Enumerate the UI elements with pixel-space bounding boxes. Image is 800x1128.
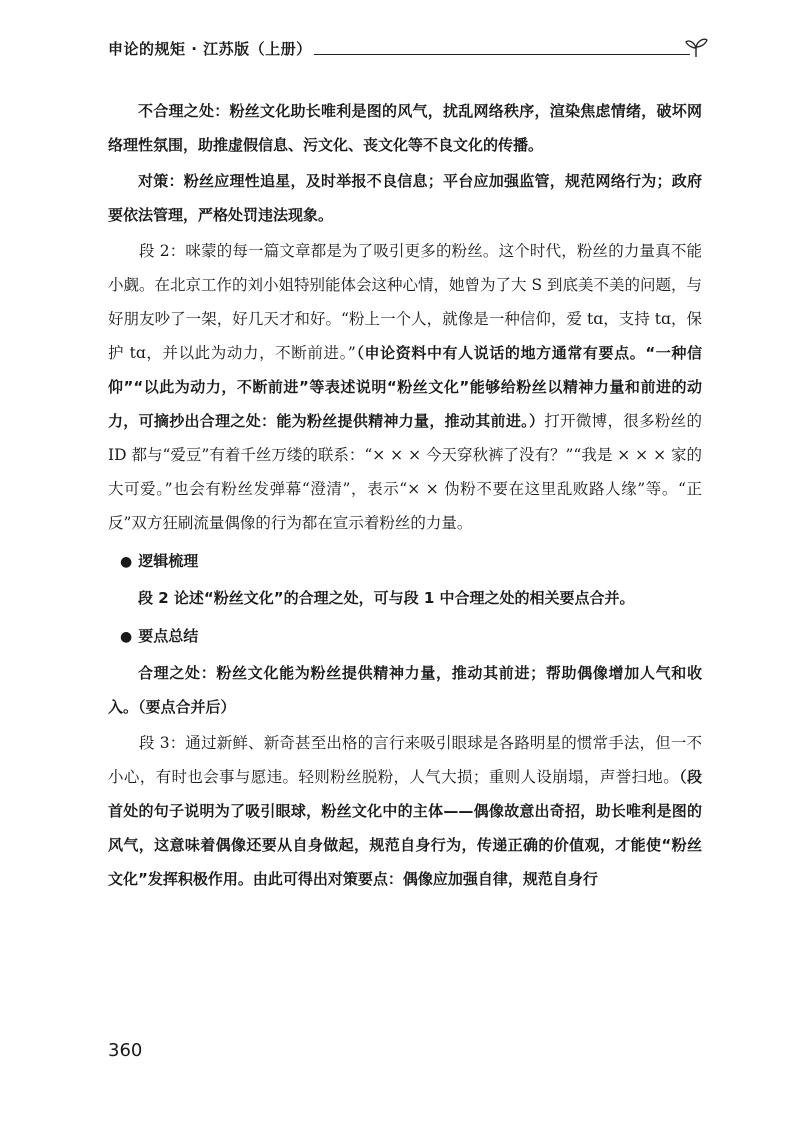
section-3-annotation: （段首处的句子说明为了吸引眼球，粉丝文化中的主体——偶像故意出奇招，助长唯利是图的风气，这意味着偶像还要从自身做起，规范自身行为，传递正确的价值观，才能使“粉丝文化”发挥积极作用。由此可得出对策要点：偶像应加强自律，规范自身行 [108,768,702,888]
paragraph-unreasonable: 不合理之处：粉丝文化助长唯利是图的风气，扰乱网络秩序，渲染焦虑情绪，破坏网络理性氛围，助推虚假信息、污文化、丧文化等不良文化的传播。 [108,102,702,154]
section-3-text: 段 3：通过新鲜、新奇甚至出格的言行来吸引眼球是各路明星的惯常手法，但一不小心，有时也会事与愿违。轻则粉丝脱粉，人气大损；重则人设崩塌，声誉扫地。 [108,734,702,786]
section-2-annotation: （申论资料中有人说话的地方通常有要点。“一种信仰”“以此为动力，不断前进”等表述说明“粉丝文化”能够给粉丝以精神力量和前进的动力，可摘抄出合理之处：能为粉丝提供精神力量，推动其前进。） [108,344,702,430]
paragraph-section-3 [108,726,702,896]
running-header [108,34,708,70]
paragraph-countermeasures: 对策：粉丝应理性追星，及时举报不良信息；平台应加强监管，规范网络行为；政府要依法管理，严格处罚违法现象。 [108,172,702,224]
section-2-text-a: 段 2：咪蒙的每一篇文章都是为了吸引更多的粉丝。这个时代，粉丝的力量真不能小觑。在北京工作的刘小姐特别能体会这种心情，她曾为了大 S 到底美不美的问题，与好朋友吵了一架，好几天才和好。“粉上一个人，就像是一种信仰，爱 tɑ，支持 tɑ，保护 tɑ，并以此为动力，不断前进。” [108,242,702,362]
page-number: 360 [108,1040,143,1061]
section-2-text-b: 打开微博，很多粉丝的 ID 都与“爱豆”有着千丝万缕的联系：“× × × 今天穿秋裤了没有？”“我是 × × × 家的大可爱。”也会有粉丝发弹幕“澄清”，表示“× × 伪粉不要在这里乱败路人缘”等。“正反”双方狂刷流量偶像的行为都在宣示着粉丝的力量。 [108,412,703,532]
logic-heading: ● 逻辑梳理 [120,544,702,579]
bullet-icon: ● [120,554,133,570]
logic-text: 段 2 论述“粉丝文化”的合理之处，可与段 1 中合理之处的相关要点合并。 [138,589,635,607]
summary-text: 合理之处：粉丝文化能为粉丝提供精神力量，推动其前进；帮助偶像增加人气和收入。（要点合并后） [108,664,702,716]
bullet-icon: ● [120,629,133,645]
paragraph-section-2 [108,234,702,540]
sprout-icon [684,36,708,58]
book-title: 申论的规矩 · 江苏版（上册） [108,40,312,58]
page-body [108,94,702,898]
summary-heading: ● 要点总结 [120,619,702,654]
header-rule [314,54,690,55]
